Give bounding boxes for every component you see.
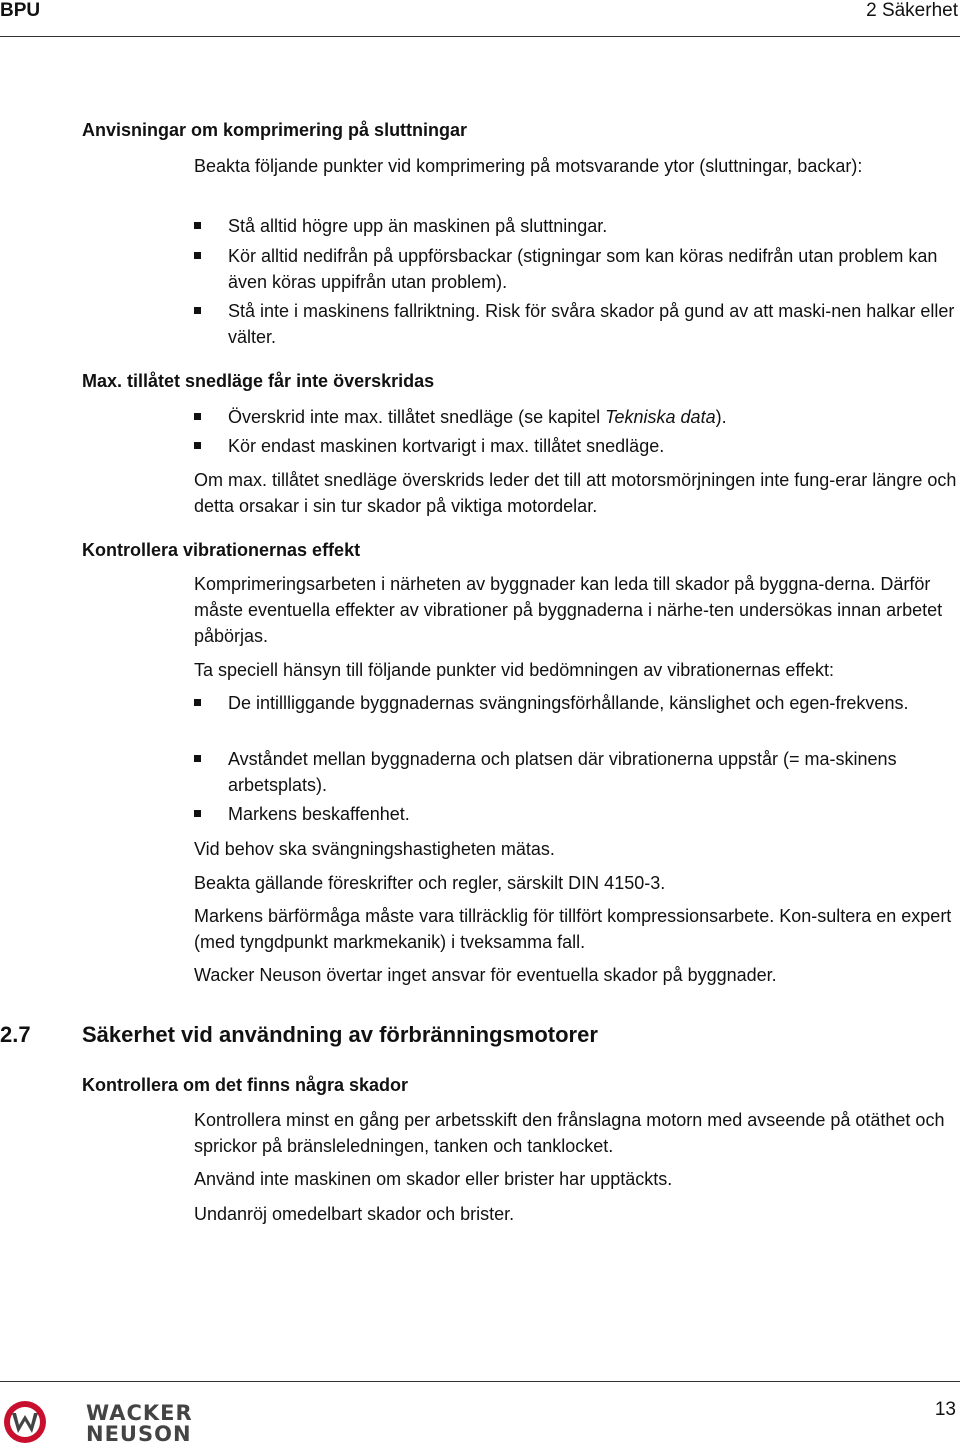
footer-divider bbox=[0, 1381, 960, 1382]
bullet-icon bbox=[194, 252, 201, 259]
list-item-text: Markens beskaffenhet. bbox=[228, 804, 410, 824]
vibration-paragraph-1: Komprimeringsarbeten i närheten av byggnader kan leda till skador på byggna-derna. Därför måste eventuella effekter av vibrationer på byggnaderna i närhe-ten undersökas innan arbetet påbörjas. bbox=[194, 574, 943, 646]
vibration-effect-heading: Kontrollera vibrationernas effekt bbox=[82, 540, 361, 560]
page-number: 13 bbox=[934, 1399, 956, 1420]
vibration-paragraph-2: Ta speciell hänsyn till följande punkter vid bedömningen av vibrationernas effekt: bbox=[194, 660, 835, 680]
technical-data-reference: Tekniska data bbox=[605, 407, 716, 427]
list-item-text: Kör alltid nedifrån på uppförsbackar (stigningar som kan köras nedifrån utan problem kan även köras uppifrån utan problem). bbox=[228, 246, 938, 292]
list-item-text: Avståndet mellan byggnaderna och platsen där vibrationerna uppstår (= ma-skinens arbetsplats). bbox=[228, 749, 897, 795]
bullet-icon bbox=[194, 810, 201, 817]
damage-paragraph-3: Undanröj omedelbart skador och brister. bbox=[194, 1204, 515, 1224]
damage-paragraph-2: Använd inte maskinen om skador eller brister har upptäckts. bbox=[194, 1169, 673, 1189]
vibration-paragraph-5: Markens bärförmåga måste vara tillräcklig för tillfört kompressionsarbete. Kon-sultera en expert (med tyngdpunkt markmekanik) i tveksamma fall. bbox=[194, 906, 952, 952]
list-item-text: Stå inte i maskinens fallriktning. Risk för svåra skador på gund av att maski-nen halkar eller välter. bbox=[228, 301, 955, 347]
list-item bbox=[194, 298, 960, 350]
vibration-paragraph-3: Vid behov ska svängningshastigheten mätas. bbox=[194, 839, 555, 859]
list-item bbox=[194, 243, 960, 295]
bullet-icon bbox=[194, 413, 201, 420]
damage-check-heading: Kontrollera om det finns några skador bbox=[82, 1075, 409, 1095]
list-item bbox=[194, 746, 960, 798]
slope-compaction-heading: Anvisningar om komprimering på sluttningar bbox=[82, 120, 468, 140]
wacker-neuson-logo-icon bbox=[2, 1399, 48, 1445]
vibration-paragraph-4: Beakta gällande föreskrifter och regler, särskilt DIN 4150-3. bbox=[194, 873, 666, 893]
header-chapter: 2 Säkerhet bbox=[866, 0, 958, 21]
list-item-text: Kör endast maskinen kortvarigt i max. tillåtet snedläge. bbox=[228, 436, 665, 456]
bullet-icon bbox=[194, 222, 201, 229]
list-item bbox=[194, 690, 960, 716]
max-tilt-paragraph: Om max. tillåtet snedläge överskrids leder det till att motorsmörjningen inte fung-erar längre och detta orsakar i sin tur skador på viktiga motordelar. bbox=[194, 470, 957, 516]
slope-intro-paragraph: Beakta följande punkter vid komprimering på motsvarande ytor (sluttningar, backar): bbox=[194, 156, 863, 176]
vibration-paragraph-6: Wacker Neuson övertar inget ansvar för eventuella skador på byggnader. bbox=[194, 965, 777, 985]
section-number: 2.7 bbox=[0, 1022, 31, 1047]
section-title: Säkerhet vid användning av förbränningsmotorer bbox=[82, 1022, 598, 1047]
list-item bbox=[194, 433, 960, 459]
wacker-neuson-logo: WACKER NEUSON bbox=[86, 1401, 193, 1446]
bullet-icon bbox=[194, 307, 201, 314]
damage-paragraph-1: Kontrollera minst en gång per arbetsskift den frånslagna motorn med avseende på otäthet och sprickor på bränsleledningen, tanken och tanklocket. bbox=[194, 1110, 945, 1156]
max-tilt-heading: Max. tillåtet snedläge får inte överskridas bbox=[82, 371, 435, 391]
header-divider bbox=[0, 36, 960, 37]
list-item-text: De intillliggande byggnadernas svängningsförhållande, känslighet och egen-frekvens. bbox=[228, 693, 909, 713]
list-item-text: Överskrid inte max. tillåtet snedläge (se kapitel Tekniska data). bbox=[228, 407, 727, 427]
list-item bbox=[194, 801, 960, 827]
list-item bbox=[194, 213, 960, 239]
list-item bbox=[194, 404, 960, 430]
bullet-icon bbox=[194, 699, 201, 706]
bullet-icon bbox=[194, 755, 201, 762]
header-doc-code: BPU bbox=[0, 0, 41, 21]
list-item-text: Stå alltid högre upp än maskinen på sluttningar. bbox=[228, 216, 608, 236]
bullet-icon bbox=[194, 442, 201, 449]
